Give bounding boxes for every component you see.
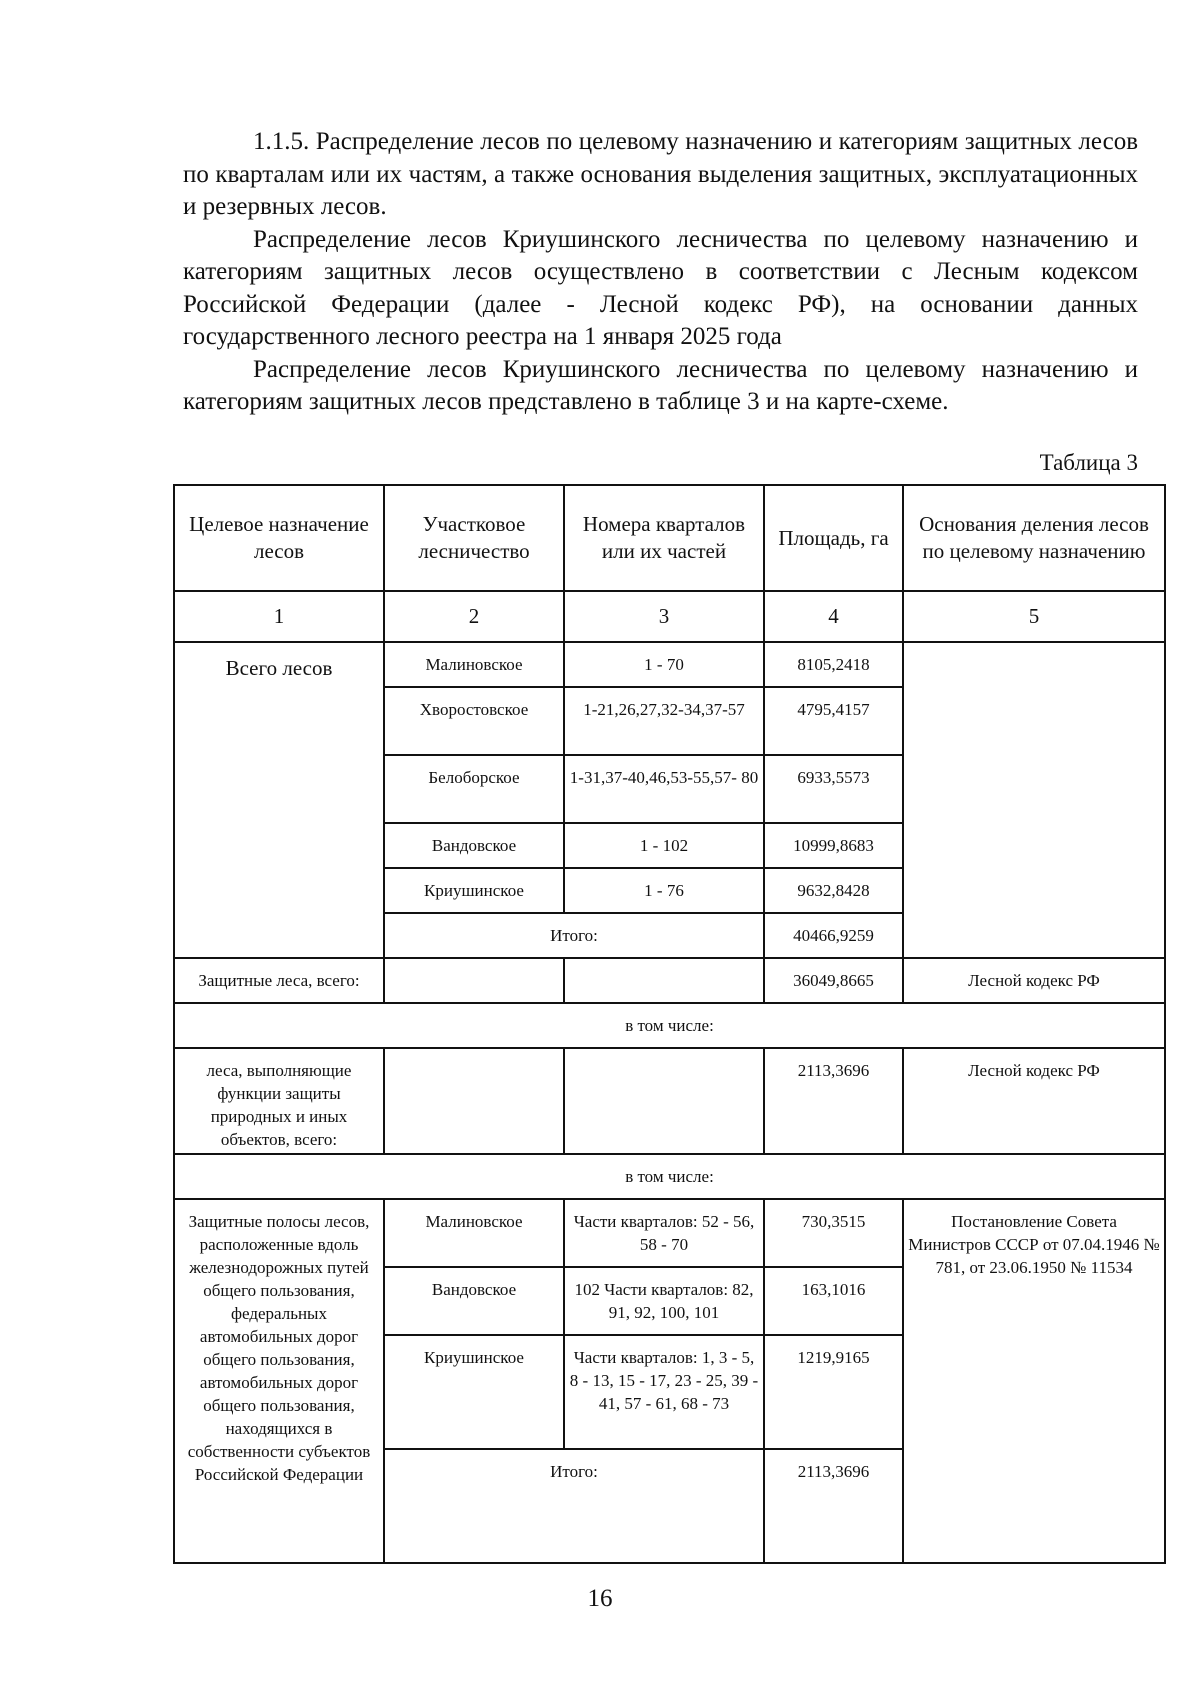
total-forests-label: Всего лесов — [174, 642, 384, 958]
table-caption: Таблица 3 — [1039, 450, 1138, 475]
table-reference-paragraph: Распределение лесов Криушинского лесничества по целевому назначению и категориям защитных лесов представлено в таблице 3 и на карте-схеме. — [183, 355, 1138, 415]
column-number: 2 — [384, 591, 564, 642]
area-cell: 163,1016 — [764, 1267, 903, 1335]
column-number: 4 — [764, 591, 903, 642]
district-cell: Вандовское — [384, 1267, 564, 1335]
protective-forests-label: Защитные леса, всего: — [174, 958, 384, 1003]
nature-protection-basis: Лесной кодекс РФ — [903, 1048, 1165, 1154]
district-cell: Малиновское — [384, 1199, 564, 1267]
empty-cell — [564, 1048, 764, 1154]
header-purpose: Целевое назначение лесов — [174, 485, 384, 591]
column-number: 1 — [174, 591, 384, 642]
header-area: Площадь, га — [764, 485, 903, 591]
total-area: 2113,3696 — [764, 1449, 903, 1563]
district-cell: Вандовское — [384, 823, 564, 868]
forest-distribution-table — [173, 484, 1166, 1564]
area-cell: 8105,2418 — [764, 642, 903, 687]
section-heading-paragraph: 1.1.5. Распределение лесов по целевому назначению и категориям защитных лесов по кварталам или их частям, а также основания выделения защитных, эксплуатационных и резервных лесов. — [183, 128, 1138, 220]
including-label: в том числе: — [174, 1003, 1165, 1048]
area-cell: 9632,8428 — [764, 868, 903, 913]
distribution-basis-paragraph: Распределение лесов Криушинского лесничества по целевому назначению и категориям защитных лесов осуществлено в соответствии с Лесным кодексом Российской Федерации (далее - Лесной кодекс РФ), на основании данных государственного лесного реестра на 1 января 2025 года — [183, 225, 1138, 350]
quarters-cell: 1 - 76 — [564, 868, 764, 913]
header-quarters: Номера кварталов или их частей — [564, 485, 764, 591]
district-cell: Малиновское — [384, 642, 564, 687]
basis-cell-empty — [903, 642, 1165, 958]
quarters-cell: 1-21,26,27,32-34,37-57 — [564, 687, 764, 755]
district-cell: Криушинское — [384, 868, 564, 913]
quarters-cell: 1-31,37-40,46,53-55,57- 80 — [564, 755, 764, 823]
area-cell: 730,3515 — [764, 1199, 903, 1267]
district-cell: Криушинское — [384, 1335, 564, 1449]
table-header-row — [174, 485, 1165, 591]
total-label: Итого: — [384, 1449, 764, 1563]
protective-forests-row — [174, 958, 1165, 1003]
quarters-cell: Части кварталов: 1, 3 - 5, 8 - 13, 15 - 17, 23 - 25, 39 - 41, 57 - 61, 68 - 73 — [564, 1335, 764, 1449]
nature-protection-row — [174, 1048, 1165, 1154]
column-number-row — [174, 591, 1165, 642]
protective-forests-area: 36049,8665 — [764, 958, 903, 1003]
empty-cell — [564, 958, 764, 1003]
page-number: 16 — [587, 1585, 613, 1612]
total-area: 40466,9259 — [764, 913, 903, 958]
nature-protection-label: леса, выполняющие функции защиты природных и иных объектов, всего: — [174, 1048, 384, 1154]
district-cell: Хворостовское — [384, 687, 564, 755]
protective-strips-label: Защитные полосы лесов, расположенные вдоль железнодорожных путей общего пользования, федеральных автомобильных дорог общего пользования, автомобильных дорог общего пользования, находящихся в собственности субъектов Российской Федерации — [174, 1199, 384, 1563]
protective-forests-basis: Лесной кодекс РФ — [903, 958, 1165, 1003]
area-cell: 1219,9165 — [764, 1335, 903, 1449]
intro-text — [183, 126, 1138, 419]
quarters-cell: 102 Части кварталов: 82, 91, 92, 100, 101 — [564, 1267, 764, 1335]
including-row — [174, 1003, 1165, 1048]
area-cell: 4795,4157 — [764, 687, 903, 755]
including-row — [174, 1154, 1165, 1199]
area-cell: 10999,8683 — [764, 823, 903, 868]
including-label: в том числе: — [174, 1154, 1165, 1199]
header-district: Участковое лесничество — [384, 485, 564, 591]
protective-strips-basis: Постановление Совета Министров СССР от 07.04.1946 № 781, от 23.06.1950 № 11534 — [903, 1199, 1165, 1563]
empty-cell — [384, 1048, 564, 1154]
quarters-cell: Части кварталов: 52 - 56, 58 - 70 — [564, 1199, 764, 1267]
quarters-cell: 1 - 102 — [564, 823, 764, 868]
quarters-cell: 1 - 70 — [564, 642, 764, 687]
header-basis: Основания деления лесов по целевому назначению — [903, 485, 1165, 591]
column-number: 5 — [903, 591, 1165, 642]
empty-cell — [384, 958, 564, 1003]
total-label: Итого: — [384, 913, 764, 958]
table-row — [174, 642, 1165, 687]
nature-protection-area: 2113,3696 — [764, 1048, 903, 1154]
district-cell: Белоборское — [384, 755, 564, 823]
area-cell: 6933,5573 — [764, 755, 903, 823]
table-row — [174, 1199, 1165, 1267]
column-number: 3 — [564, 591, 764, 642]
